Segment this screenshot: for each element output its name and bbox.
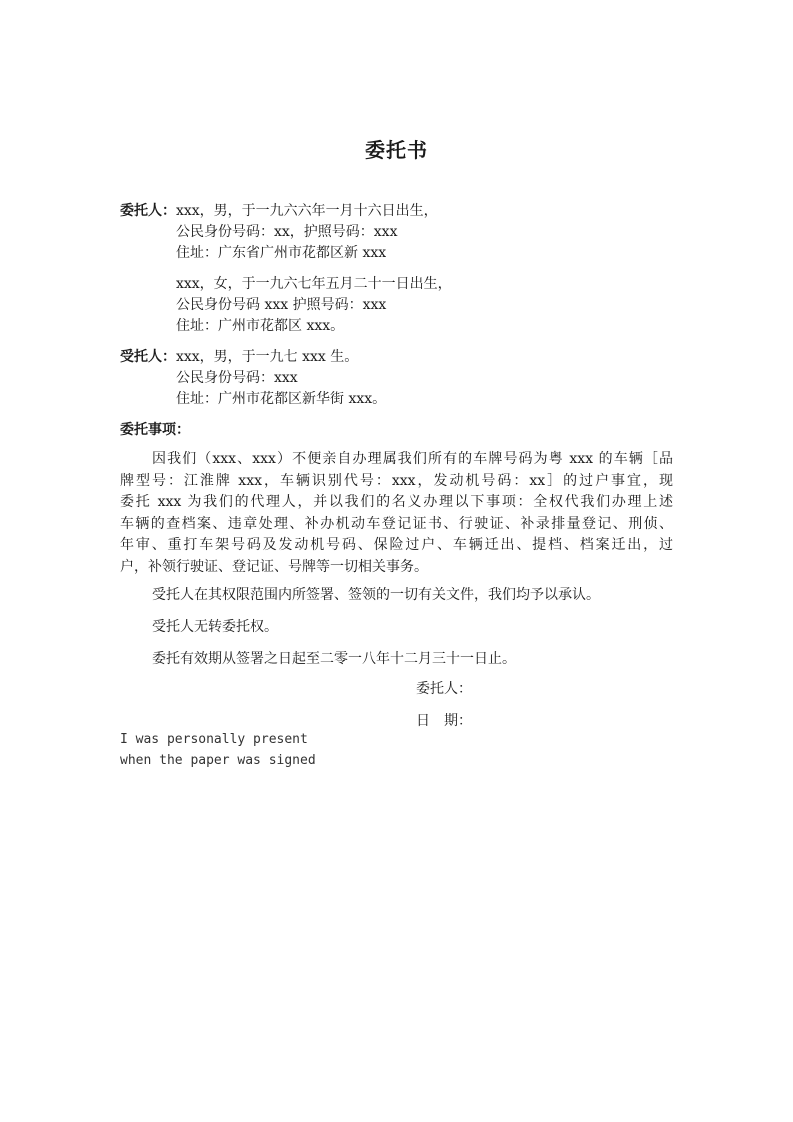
signature-date-label: 日 期： — [416, 713, 472, 729]
matters-line-1: 因我们（xxx、xxx）不便亲自办理属我们所有的车牌号码为粤 xxx 的车辆［品 — [152, 451, 673, 467]
agent-address: 住址：广州市花都区新华街 xxx。 — [176, 391, 387, 407]
agent-id: 公民身份号码：xxx — [176, 370, 298, 386]
agent-label: 受托人： — [120, 349, 176, 365]
matters-line-4: 车辆的查档案、违章处理、补办机动车登记证书、行驶证、补录排量登记、刑侦、 — [120, 515, 673, 532]
matters-body — [120, 449, 673, 579]
matters-acknowledgement: 受托人在其权限范围内所签署、签领的一切有关文件，我们均予以承认。 — [152, 587, 600, 603]
agent-info: xxx，男，于一九七 xxx 生。 — [176, 349, 359, 365]
matters-no-subdelegation: 受托人无转委托权。 — [152, 619, 278, 635]
principal-1-address: 住址：广东省广州市花都区新 xxx — [176, 245, 387, 261]
matters-line-5: 年审、重打车架号码及发动机号码、保险过户、车辆迁出、提档、档案迁出，过 — [120, 537, 673, 554]
principal-2-address: 住址：广州市花都区 xxx。 — [176, 318, 345, 334]
principal-1-info: xxx，男，于一九六六年一月十六日出生， — [176, 203, 438, 219]
matters-line-3: 委托 xxx 为我们的代理人，并以我们的名义办理以下事项：全权代我们办理上述 — [120, 494, 673, 511]
principal-2-id: 公民身份号码 xxx 护照号码：xxx — [176, 297, 387, 313]
matters-label: 委托事项： — [120, 422, 190, 438]
principal-label: 委托人： — [120, 203, 176, 219]
document-title: 委托书 — [365, 138, 428, 162]
matters-line-6: 户，补领行驶证、登记证、号牌等一切相关事务。 — [120, 558, 428, 575]
principal-2-info: xxx，女，于一九六七年五月二十一日出生， — [176, 276, 452, 292]
matters-line-2: 牌型号：江淮牌 xxx，车辆识别代号：xxx，发动机号码：xx］的过户事宜，现 — [120, 472, 673, 489]
witness-note-line-2: when the paper was signed — [120, 753, 316, 768]
principal-1-id: 公民身份号码：xx，护照号码：xxx — [176, 224, 398, 240]
signature-principal-label: 委托人： — [416, 681, 472, 697]
matters-validity: 委托有效期从签署之日起至二零一八年十二月三十一日止。 — [152, 651, 516, 667]
witness-note-line-1: I was personally present — [120, 732, 308, 747]
